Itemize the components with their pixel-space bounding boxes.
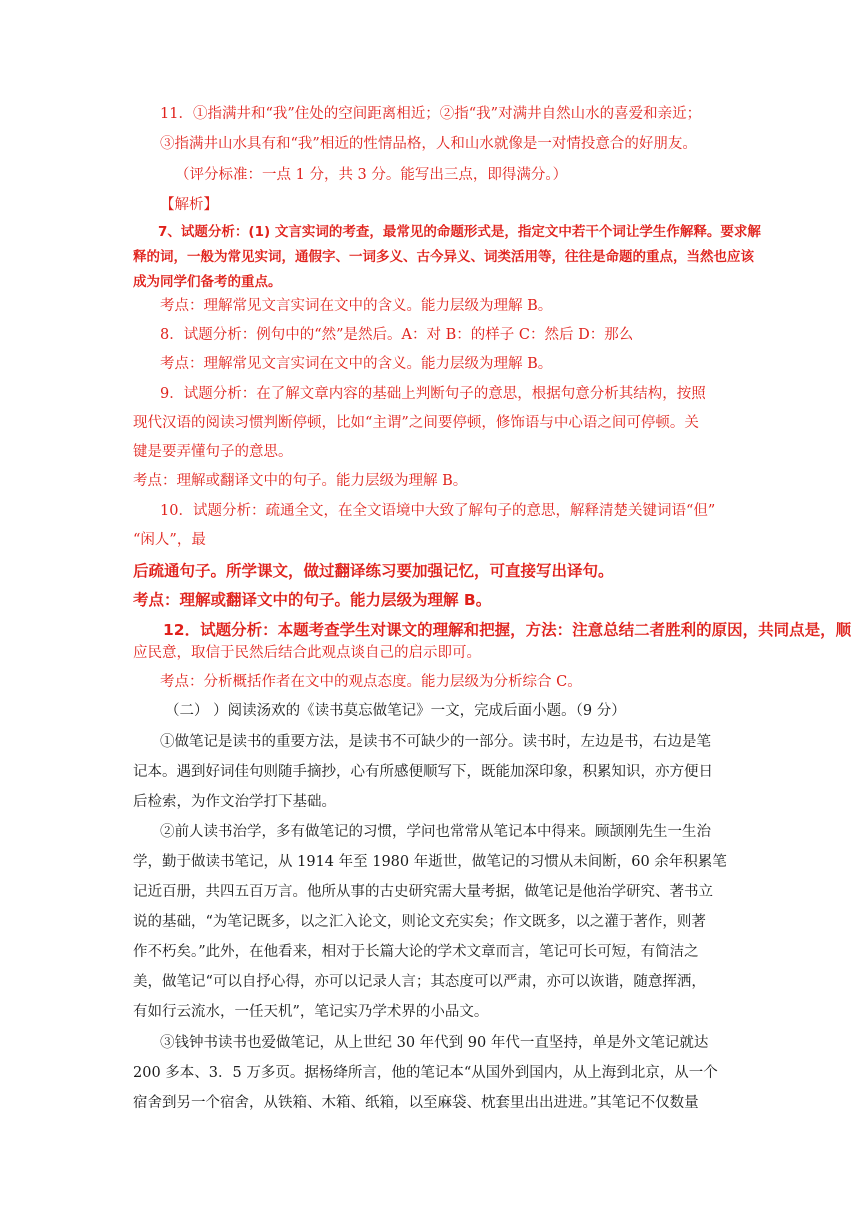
analysis-8: 8．试题分析：例句中的“然”是然后。A：对 B：的样子 C：然后 D：那么 [160,327,634,343]
analysis-9-line-1: 9．试题分析：在了解文章内容的基础上判断句子的意思，根据句意分析其结构，按照 [160,386,706,402]
passage-p2-line-2: 学，勤于做读书笔记，从 1914 年至 1980 年逝世，做笔记的习惯从未间断，60 余年积累笔 [133,854,727,870]
analysis-10-line-3: 后疏通句子。所学课文，做过翻译练习要加强记忆，可直接写出译句。 [133,562,614,580]
kaodian-8: 考点：理解常见文言实词在文中的含义。能力层级为理解 B。 [160,356,553,372]
passage-p3-line-3: 宿舍到另一个宿舍，从铁箱、木箱、纸箱，以至麻袋、枕套里出出进进。”其笔记不仅数量 [133,1095,699,1111]
scoring-standard: （评分标准：一点 1 分，共 3 分。能写出三点，即得满分。） [175,167,568,183]
passage-p3-line-1: ③钱钟书读书也爱做笔记，从上世纪 30 年代到 90 年代一直坚持，单是外文笔记就达 [160,1035,709,1051]
analysis-9-line-3: 键是要弄懂句子的意思。 [133,444,293,460]
passage-p2-line-7: 有如行云流水，一任天机”，笔记实乃学术界的小品文。 [133,1004,489,1020]
analysis-12-line-2: 应民意，取信于民然后结合此观点谈自己的启示即可。 [133,645,481,661]
analysis-10-line-1: 10．试题分析：疏通全文，在全文语境中大致了解句子的意思，解释清楚关键词语“但” [160,503,716,519]
passage-p1-line-2: 记本。遇到好词佳句则随手摘抄，心有所感便顺写下，既能加深印象，积累知识，亦方便日 [133,764,713,780]
passage-p1-line-1: ①做笔记是读书的重要方法，是读书不可缺少的一部分。读书时，左边是书，右边是笔 [160,734,711,750]
section-two-heading: （二） ）阅读汤欢的《读书莫忘做笔记》一文，完成后面小题。（9 分） [165,703,626,719]
kaodian-10: 考点：理解或翻译文中的句子。能力层级为理解 B。 [133,591,492,609]
kaodian-7: 考点：理解常见文言实词在文中的含义。能力层级为理解 B。 [160,298,553,314]
analysis-12-line-1: 12．试题分析：本题考查学生对课文的理解和把握，方法：注意总结二者胜利的原因，共同点是，顺 [163,621,852,639]
analysis-10-line-2: “闲人”，最 [133,532,206,548]
analysis-7-line-1: 7、试题分析：(1) 文言实词的考查，最常见的命题形式是，指定文中若干个词让学生作解释。要求解 [158,224,761,240]
analysis-9-line-2: 现代汉语的阅读习惯判断停顿，比如“主谓”之间要停顿，修饰语与中心语之间可停顿。关 [133,415,699,431]
answer-11-line-1: 11．①指满井和“我”住处的空间距离相近；②指“我”对满井自然山水的喜爱和亲近； [160,106,702,122]
passage-p2-line-4: 说的基础，“为笔记既多，以之汇入论文，则论文充实矣；作文既多，以之灌于著作，则著 [133,914,706,930]
passage-p2-line-6: 美，做笔记“可以自抒心得，亦可以记录人言；其态度可以严肃，亦可以诙谐，随意挥洒， [133,974,706,990]
analysis-7-line-3: 成为同学们备考的重点。 [133,274,282,290]
passage-p3-line-2: 200 多本、3．5 万多页。据杨绛所言，他的笔记本“从国外到国内，从上海到北京，从一个 [133,1065,718,1081]
passage-p2-line-5: 作不朽矣。”此外，在他看来，相对于长篇大论的学术文章而言，笔记可长可短，有简洁之 [133,944,699,960]
analysis-heading: 【解析】 [160,197,218,213]
passage-p2-line-3: 记近百册，共四五百万言。他所从事的古史研究需大量考据，做笔记是他治学研究、著书立 [133,884,713,900]
analysis-7-line-2: 释的词，一般为常见实词，通假字、一词多义、古今异义、词类活用等，往往是命题的重点，当然也应该 [133,249,754,265]
passage-p1-line-3: 后检索，为作文治学打下基础。 [133,794,336,810]
kaodian-12: 考点：分析概括作者在文中的观点态度。能力层级为分析综合 C。 [160,674,582,690]
answer-11-line-2: ③指满井山水具有和“我”相近的性情品格，人和山水就像是一对情投意合的好朋友。 [160,136,697,152]
passage-p2-line-1: ②前人读书治学，多有做笔记的习惯，学问也常常从笔记本中得来。顾颉刚先生一生治 [160,824,711,840]
kaodian-9: 考点：理解或翻译文中的句子。能力层级为理解 B。 [133,473,468,489]
